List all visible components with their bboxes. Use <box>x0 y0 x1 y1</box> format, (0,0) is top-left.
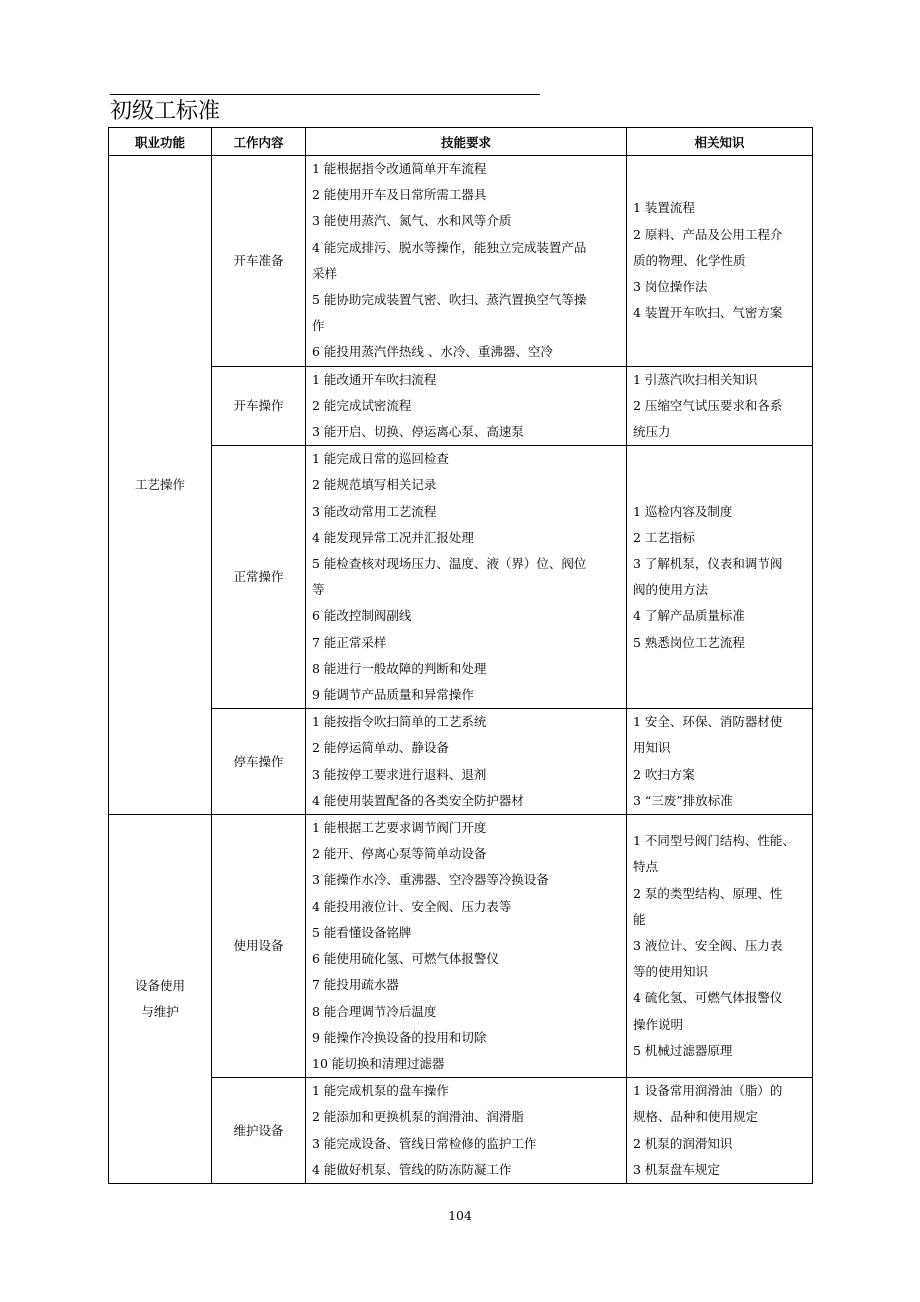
knowledge-cell <box>627 709 813 815</box>
skill-line: 1 能改通开车吹扫流程 <box>312 371 437 387</box>
header-rule <box>110 94 540 95</box>
knowledge-line: 规格、品种和使用规定 <box>633 1109 759 1125</box>
skill-line: 1 能按指令吹扫简单的工艺系统 <box>312 714 487 730</box>
skill-line: 3 能操作水冷、重沸器、空冷器等冷换设备 <box>312 872 549 888</box>
work-content-cell: 停车操作 <box>212 709 306 815</box>
knowledge-line: 质的物理、化学性质 <box>633 252 746 268</box>
knowledge-line: 操作说明 <box>633 1016 684 1032</box>
header-knowledge: 相关知识 <box>627 128 813 156</box>
standard-table <box>108 127 813 1184</box>
knowledge-line: 1 设备常用润滑油（脂）的 <box>633 1083 783 1099</box>
skill-line: 9 能调节产品质量和异常操作 <box>312 687 474 703</box>
skill-line: 2 能添加和更换机泵的润滑油、润滑脂 <box>312 1109 524 1125</box>
knowledge-line: 统压力 <box>633 424 671 440</box>
knowledge-line: 2 压缩空气试压要求和各系 <box>633 397 783 413</box>
skill-line: 10 能切换和清理过滤器 <box>312 1055 445 1071</box>
function-label: 设备使用 <box>134 978 185 993</box>
page-number: 104 <box>448 1208 472 1223</box>
knowledge-cell <box>627 156 813 367</box>
knowledge-cell <box>627 366 813 446</box>
knowledge-line: 3 “三废”排放标准 <box>633 792 733 808</box>
knowledge-line: 1 装置流程 <box>633 200 695 216</box>
skill-line: 3 能改动常用工艺流程 <box>312 503 437 519</box>
knowledge-line: 特点 <box>633 859 659 875</box>
skill-line: 等 <box>312 582 325 598</box>
skill-line: 4 能做好机泵、管线的防冻防凝工作 <box>312 1161 512 1177</box>
knowledge-line: 2 原料、产品及公用工程介 <box>633 226 783 242</box>
function-cell <box>109 156 212 815</box>
work-content-cell: 开车准备 <box>212 156 306 367</box>
skill-line: 采样 <box>312 265 338 281</box>
skill-line: 2 能使用开车及日常所需工器具 <box>312 187 487 203</box>
skill-line: 1 能根据指令改通简单开车流程 <box>312 161 487 176</box>
skill-line: 4 能投用液位计、安全阀、压力表等 <box>312 898 512 914</box>
knowledge-line: 5 机械过滤器原理 <box>633 1042 733 1058</box>
skill-line: 5 能协助完成装置气密、吹扫、蒸汽置换空气等操 <box>312 292 587 308</box>
header-skills: 技能要求 <box>306 128 627 156</box>
table-body <box>109 156 813 1184</box>
knowledge-line: 5 熟悉岗位工艺流程 <box>633 634 745 650</box>
skills-cell <box>306 709 627 815</box>
skill-line: 7 能正常采样 <box>312 634 387 650</box>
skill-line: 3 能开启、切换、停运离心泵、高速泵 <box>312 424 524 440</box>
knowledge-line: 阀的使用方法 <box>633 582 709 598</box>
knowledge-line: 3 了解机泵，仪表和调节阀 <box>633 556 783 572</box>
skill-line: 8 能合理调节冷后温度 <box>312 1003 437 1019</box>
knowledge-line: 4 装置开车吹扫、气密方案 <box>633 305 783 321</box>
work-content-cell: 开车操作 <box>212 366 306 446</box>
knowledge-line: 3 岗位操作法 <box>633 278 708 294</box>
skill-line: 4 能使用装置配备的各类安全防护器材 <box>312 792 524 808</box>
skill-line: 4 能发现异常工况并汇报处理 <box>312 529 474 545</box>
knowledge-line: 1 引蒸汽吹扫相关知识 <box>633 371 758 387</box>
skill-line: 5 能检查核对现场压力、温度、液（界）位、阀位 <box>312 556 587 572</box>
skill-line: 1 能完成日常的巡回检查 <box>312 451 449 467</box>
skill-line: 5 能看懂设备铭牌 <box>312 924 412 940</box>
skill-line: 6 能改控制阀副线 <box>312 608 412 624</box>
skill-line: 2 能停运简单动、静设备 <box>312 740 449 756</box>
knowledge-line: 2 吹扫方案 <box>633 766 695 782</box>
skills-cell <box>306 156 627 367</box>
header-content: 工作内容 <box>212 128 306 156</box>
table-row <box>109 446 813 709</box>
skill-line: 3 能按停工要求进行退料、退剂 <box>312 766 487 782</box>
skills-cell <box>306 366 627 446</box>
table-header-row <box>109 128 813 156</box>
skill-line: 2 能完成试密流程 <box>312 397 412 413</box>
knowledge-line: 2 工艺指标 <box>633 529 695 545</box>
header-function: 职业功能 <box>109 128 212 156</box>
table-row <box>109 1078 813 1184</box>
knowledge-cell <box>627 1078 813 1184</box>
skill-line: 8 能进行一般故障的判断和处理 <box>312 660 487 676</box>
knowledge-line: 4 了解产品质量标准 <box>633 608 745 624</box>
knowledge-line: 1 安全、环保、消防器材使 <box>633 714 783 730</box>
knowledge-line: 等的使用知识 <box>633 964 709 980</box>
knowledge-line: 2 泵的类型结构、原理、性 <box>633 885 783 901</box>
skill-line: 2 能规范填写相关记录 <box>312 477 437 493</box>
skills-cell <box>306 815 627 1078</box>
table-row <box>109 366 813 446</box>
knowledge-line: 4 硫化氢、可燃气体报警仪 <box>633 990 783 1006</box>
function-label: 与维护 <box>141 1004 179 1019</box>
skill-line: 6 能投用蒸汽伴热线 、水冷、重沸器、空冷 <box>312 344 553 360</box>
skills-cell <box>306 1078 627 1184</box>
work-content-cell: 正常操作 <box>212 446 306 709</box>
page-title: 初级工标准 <box>110 99 221 124</box>
skill-line: 3 能完成设备、管线日常检修的监护工作 <box>312 1135 537 1151</box>
knowledge-line: 能 <box>633 911 646 927</box>
skill-line: 9 能操作冷换设备的投用和切除 <box>312 1029 487 1045</box>
skill-line: 3 能使用蒸汽、氮气、水和风等介质 <box>312 213 512 229</box>
knowledge-cell <box>627 446 813 709</box>
skill-line: 7 能投用疏水器 <box>312 977 399 993</box>
skill-line: 6 能使用硫化氢、可燃气体报警仪 <box>312 951 499 967</box>
skill-line: 2 能开、停离心泵等简单动设备 <box>312 846 487 862</box>
knowledge-line: 1 巡检内容及制度 <box>633 503 733 519</box>
skills-cell <box>306 446 627 709</box>
knowledge-line: 3 液位计、安全阀、压力表 <box>633 937 783 953</box>
knowledge-line: 1 不同型号阀门结构、性能、 <box>633 833 795 849</box>
knowledge-line: 用知识 <box>633 740 671 756</box>
table-row <box>109 815 813 1078</box>
knowledge-cell <box>627 815 813 1078</box>
skill-line: 1 能根据工艺要求调节阀门开度 <box>312 820 487 836</box>
knowledge-line: 3 机泵盘车规定 <box>633 1161 720 1177</box>
work-content-cell: 使用设备 <box>212 815 306 1078</box>
knowledge-line: 2 机泵的润滑知识 <box>633 1135 733 1151</box>
work-content-cell: 维护设备 <box>212 1078 306 1184</box>
function-cell <box>109 815 212 1184</box>
table-row <box>109 709 813 815</box>
skill-line: 1 能完成机泵的盘车操作 <box>312 1083 449 1099</box>
skill-line: 作 <box>312 318 325 334</box>
function-label: 工艺操作 <box>134 477 185 493</box>
skill-line: 4 能完成排污、脱水等操作，能独立完成装置产品 <box>312 239 587 255</box>
table-row <box>109 156 813 367</box>
